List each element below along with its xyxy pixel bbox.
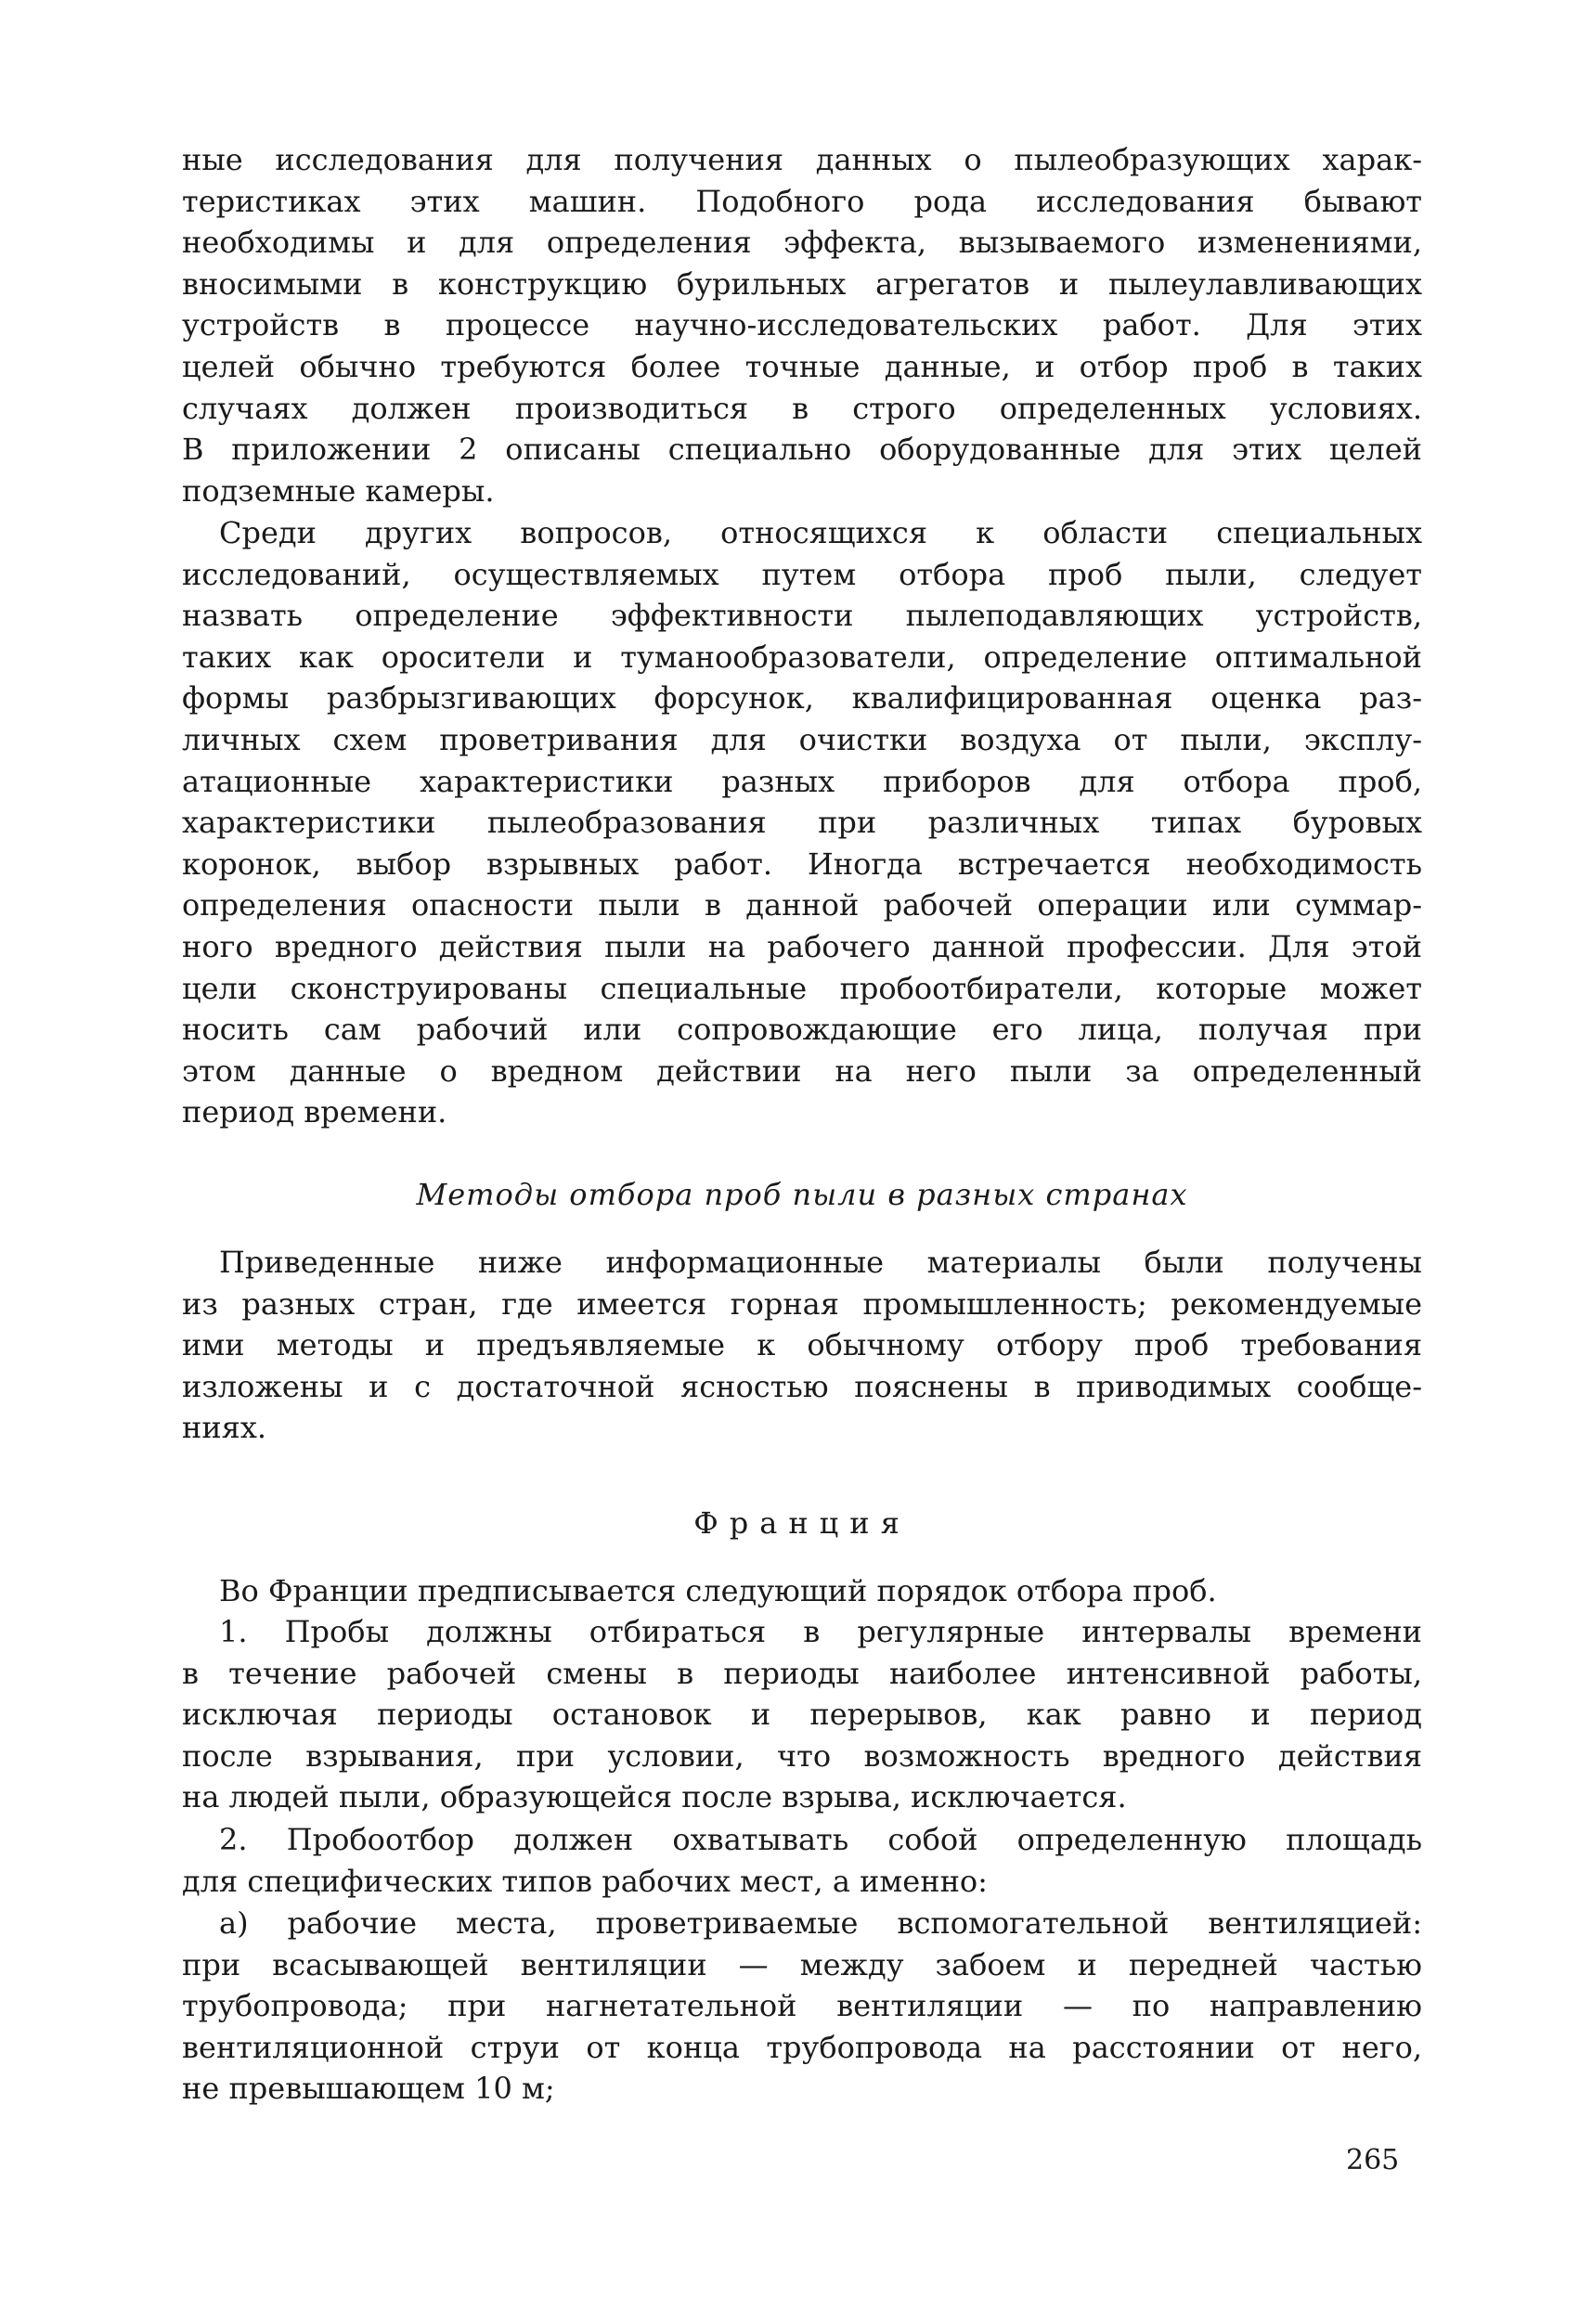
text-line: назвать определение эффективности пылеподавляющих устройств,	[182, 598, 1422, 634]
text-line: период времени.	[182, 1094, 447, 1130]
text-line: изложены и с достаточной ясностью пояснены в приводимых сообще-	[182, 1368, 1422, 1404]
text-line: подземные камеры.	[182, 472, 495, 509]
paragraph-info-materials	[182, 1242, 1422, 1449]
text-line: характеристики пылеобразования при различных типах буровых	[182, 805, 1422, 841]
text-line: Среди других вопросов, относящихся к области специальных	[219, 515, 1422, 550]
section-heading-methods: Методы отбора проб пыли в разных странах	[416, 1177, 1188, 1212]
country-heading: Франция	[693, 1505, 911, 1541]
text-line: ного вредного действия пыли на рабочего данной профессии. Для этой	[182, 928, 1422, 964]
text-line: этом данные о вредном действии на него пыли за определенный	[182, 1052, 1422, 1089]
text-line: носить сам рабочий или сопровождающие его лица, получая при	[182, 1012, 1422, 1048]
text-line: устройств в процессе научно-исследовательских работ. Для этих	[182, 307, 1422, 343]
text-line: в течение рабочей смены в периоды наиболее интенсивной работы,	[182, 1655, 1422, 1691]
text-line: исследований, осуществляемых путем отбора проб пыли, следует	[182, 556, 1422, 592]
text-line: а) рабочие места, проветриваемые вспомогательной вентиляцией:	[219, 1905, 1422, 1941]
text-line: не превышающем 10 м;	[182, 2071, 555, 2107]
text-line: Приведенные ниже информационные материалы были получены	[219, 1245, 1422, 1280]
paragraph-intro	[182, 139, 1422, 511]
text-line: атационные характеристики разных приборов для отбора проб,	[182, 763, 1422, 799]
text-line: для специфических типов рабочих мест, а именно:	[182, 1863, 988, 1899]
text-line: коронок, выбор взрывных работ. Иногда встречается необходимость	[182, 846, 1422, 882]
text-line: теристиках этих машин. Подобного рода исследования бывают	[182, 183, 1422, 219]
paragraph-rule-2	[182, 1819, 1422, 1902]
text-line: случаях должен производиться в строго определенных условиях.	[182, 390, 1422, 426]
text-line: из разных стран, где имеется горная промышленность; рекомендуемые	[182, 1285, 1422, 1322]
text-line: формы разбрызгивающих форсунок, квалифицированная оценка раз-	[182, 680, 1422, 717]
text-line: ими методы и предъявляемые к обычному отбору проб требования	[182, 1327, 1422, 1363]
text-line: необходимы и для определения эффекта, вызываемого изменениями,	[182, 225, 1422, 261]
text-line: определения опасности пыли в данной рабочей операции или суммар-	[182, 887, 1422, 923]
text-line: личных схем проветривания для очистки воздуха от пыли, эксплу-	[182, 721, 1422, 757]
text-line: ные исследования для получения данных о пылеобразующих харак-	[182, 142, 1422, 177]
paragraph-france-intro	[182, 1570, 1422, 1612]
paragraph-special-research	[182, 512, 1422, 1133]
paragraph-rule-1	[182, 1611, 1422, 1818]
text-line: Во Франции предписывается следующий порядок отбора проб.	[219, 1573, 1217, 1608]
text-line: 1. Пробы должны отбираться в регулярные интервалы времени	[219, 1614, 1422, 1649]
text-line: ниях.	[182, 1410, 267, 1446]
text-line: на людей пыли, образующейся после взрыва, исключается.	[182, 1779, 1127, 1815]
text-line: В приложении 2 описаны специально оборудованные для этих целей	[182, 432, 1422, 468]
text-line: трубопровода; при нагнетательной вентиляции — по направлению	[182, 1988, 1422, 2024]
page-number: 265	[1346, 2144, 1400, 2176]
paragraph-rule-2a	[182, 1903, 1422, 2110]
text-line: при всасывающей вентиляции — между забоем и передней частью	[182, 1946, 1422, 1982]
text-line: вентиляционной струи от конца трубопровода на расстоянии от него,	[182, 2029, 1422, 2065]
text-line: после взрывания, при условии, что возможность вредного действия	[182, 1737, 1422, 1774]
text-line: цели сконструированы специальные пробоотбиратели, которые может	[182, 970, 1422, 1006]
text-line: таких как оросители и туманообразователи, определение оптимальной	[182, 639, 1422, 675]
text-line: 2. Пробоотбор должен охватывать собой определенную площадь	[219, 1822, 1422, 1857]
text-line: вносимыми в конструкцию бурильных агрегатов и пылеулавливающих	[182, 265, 1422, 302]
text-line: исключая периоды остановок и перерывов, как равно и период	[182, 1697, 1422, 1733]
text-line: целей обычно требуются более точные данные, и отбор проб в таких	[182, 348, 1422, 384]
